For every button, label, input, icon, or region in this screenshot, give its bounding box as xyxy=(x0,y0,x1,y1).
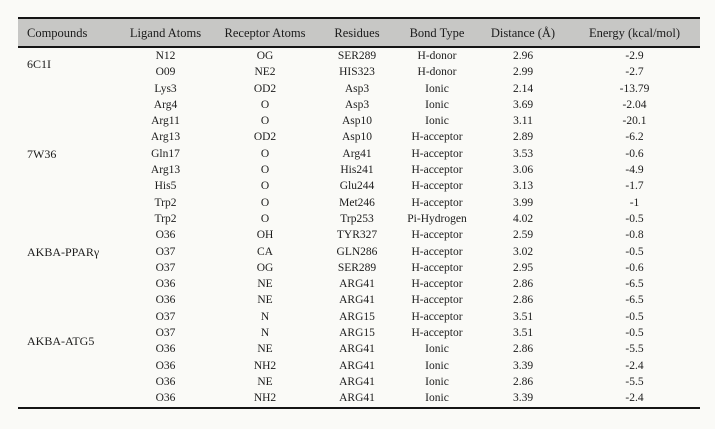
compound-label: 7W36 xyxy=(27,146,57,161)
cell-receptor-atom: O xyxy=(260,180,270,193)
table-row xyxy=(18,113,700,129)
cell-distance: 3.06 xyxy=(512,164,534,177)
cell-receptor-atom: O xyxy=(260,98,270,111)
cell-receptor-atom: OH xyxy=(256,229,274,242)
cell-bond-type: H-acceptor xyxy=(411,278,463,291)
cell-receptor-atom: O xyxy=(260,115,270,128)
cell-receptor-atom: OG xyxy=(256,261,274,274)
cell-residue: ARG41 xyxy=(339,392,375,405)
cell-receptor-atom: O xyxy=(260,164,270,177)
cell-receptor-atom: O xyxy=(260,196,270,209)
cell-distance: 3.99 xyxy=(512,196,534,209)
cell-receptor-atom: NE xyxy=(257,343,273,356)
cell-bond-type: H-acceptor xyxy=(411,261,463,274)
cell-receptor-atom: CA xyxy=(257,245,273,258)
cell-energy: -0.6 xyxy=(625,261,644,274)
cell-residue: ARG41 xyxy=(339,278,375,291)
cell-ligand-atom: O37 xyxy=(155,245,176,258)
table-row xyxy=(18,390,700,407)
cell-receptor-atom: OD2 xyxy=(253,131,277,144)
column-header-compounds: Compounds xyxy=(18,18,118,47)
cell-energy: -20.1 xyxy=(622,115,647,128)
cell-distance: 2.86 xyxy=(512,294,534,307)
cell-distance: 3.69 xyxy=(512,98,534,111)
column-header-bond-type: Bond Type xyxy=(397,18,477,47)
table-row xyxy=(18,276,700,292)
cell-residue: ARG15 xyxy=(339,327,375,340)
cell-distance: 3.53 xyxy=(512,147,534,160)
cell-bond-type: Ionic xyxy=(425,82,449,95)
table-row xyxy=(18,211,700,227)
table-row xyxy=(18,341,700,357)
table-row xyxy=(18,227,700,243)
cell-distance: 3.51 xyxy=(512,327,534,340)
cell-receptor-atom: N xyxy=(260,310,270,323)
cell-residue: GLN286 xyxy=(336,245,378,258)
cell-distance: 2.89 xyxy=(512,131,534,144)
cell-ligand-atom: Trp2 xyxy=(154,212,177,225)
cell-bond-type: Ionic xyxy=(425,375,449,388)
cell-bond-type: Ionic xyxy=(425,359,449,372)
cell-bond-type: H-donor xyxy=(417,50,457,62)
cell-ligand-atom: Arg13 xyxy=(150,131,181,144)
cell-ligand-atom: O36 xyxy=(155,343,176,356)
cell-receptor-atom: NH2 xyxy=(253,392,277,405)
table-row xyxy=(18,81,700,97)
cell-receptor-atom: N xyxy=(260,327,270,340)
cell-receptor-atom: NE xyxy=(257,375,273,388)
cell-ligand-atom: O36 xyxy=(155,278,176,291)
cell-distance: 2.86 xyxy=(512,343,534,356)
cell-ligand-atom: O36 xyxy=(155,359,176,372)
column-header-residues: Residues xyxy=(317,18,397,47)
cell-bond-type: Ionic xyxy=(425,343,449,356)
cell-distance: 2.99 xyxy=(512,66,534,79)
cell-residue: His241 xyxy=(340,164,374,177)
cell-energy: -5.5 xyxy=(625,343,644,356)
cell-energy: -4.9 xyxy=(625,164,644,177)
cell-bond-type: H-acceptor xyxy=(411,310,463,323)
cell-distance: 3.51 xyxy=(512,310,534,323)
table-row xyxy=(18,260,700,276)
cell-residue: Asp3 xyxy=(344,98,370,111)
table-row xyxy=(18,244,700,260)
table-body xyxy=(18,47,700,408)
cell-receptor-atom: NE2 xyxy=(254,66,276,79)
cell-residue: Arg41 xyxy=(342,147,372,160)
cell-bond-type: H-donor xyxy=(417,66,457,79)
cell-bond-type: H-acceptor xyxy=(411,147,463,160)
cell-ligand-atom: O36 xyxy=(155,375,176,388)
table-row xyxy=(18,358,700,374)
cell-energy: -0.5 xyxy=(625,245,644,258)
cell-distance: 3.02 xyxy=(512,245,534,258)
cell-residue: Met246 xyxy=(339,196,375,209)
cell-residue: ARG41 xyxy=(339,294,375,307)
table-header xyxy=(18,18,700,47)
cell-energy: -2.7 xyxy=(625,66,644,79)
cell-distance: 3.39 xyxy=(512,359,534,372)
cell-receptor-atom: OD2 xyxy=(253,82,277,95)
cell-ligand-atom: His5 xyxy=(154,180,177,193)
table-row xyxy=(18,162,700,178)
cell-residue: SER289 xyxy=(337,50,377,62)
cell-residue: ARG41 xyxy=(339,359,375,372)
cell-energy: -0.5 xyxy=(625,327,644,340)
cell-ligand-atom: Arg11 xyxy=(151,115,180,128)
cell-residue: ARG41 xyxy=(339,343,375,356)
cell-residue: SER289 xyxy=(337,261,377,274)
cell-bond-type: H-acceptor xyxy=(411,327,463,340)
cell-ligand-atom: Lys3 xyxy=(154,82,177,95)
table-row xyxy=(18,47,700,64)
cell-bond-type: H-acceptor xyxy=(411,180,463,193)
cell-energy: -6.5 xyxy=(625,278,644,291)
cell-receptor-atom: O xyxy=(260,147,270,160)
cell-bond-type: Ionic xyxy=(425,115,449,128)
cell-ligand-atom: O37 xyxy=(155,310,176,323)
cell-residue: ARG15 xyxy=(339,310,375,323)
cell-energy: -13.79 xyxy=(619,82,650,95)
compound-label: AKBA-PPARγ xyxy=(27,244,100,259)
cell-distance: 2.86 xyxy=(512,375,534,388)
column-header-receptor-atoms: Receptor Atoms xyxy=(213,18,317,47)
cell-ligand-atom: Gln17 xyxy=(151,147,180,160)
table-row xyxy=(18,374,700,390)
cell-ligand-atom: O37 xyxy=(155,261,176,274)
cell-receptor-atom: NE xyxy=(257,294,273,307)
table-row xyxy=(18,97,700,113)
table-row xyxy=(18,64,700,80)
column-header-ligand-atoms: Ligand Atoms xyxy=(118,18,213,47)
cell-energy: -0.8 xyxy=(625,229,644,242)
cell-distance: 2.14 xyxy=(512,82,534,95)
cell-ligand-atom: Arg4 xyxy=(153,98,178,111)
cell-ligand-atom: O09 xyxy=(155,66,176,79)
cell-receptor-atom: O xyxy=(260,212,270,225)
cell-energy: -1 xyxy=(629,196,640,209)
table-row xyxy=(18,129,700,145)
cell-bond-type: H-acceptor xyxy=(411,229,463,242)
compound-label: AKBA-ATG5 xyxy=(27,334,95,349)
cell-ligand-atom: Arg13 xyxy=(150,164,181,177)
cell-receptor-atom: NH2 xyxy=(253,359,277,372)
column-header-distance: Distance (Å) xyxy=(477,18,569,47)
compound-label: 6C1I xyxy=(27,57,51,72)
cell-energy: -2.4 xyxy=(625,359,644,372)
cell-receptor-atom: OG xyxy=(256,50,274,62)
cell-ligand-atom: O36 xyxy=(155,392,176,405)
table-row xyxy=(18,178,700,194)
cell-residue: Asp10 xyxy=(341,131,373,144)
cell-energy: -1.7 xyxy=(625,180,644,193)
cell-bond-type: Pi-Hydrogen xyxy=(407,212,467,225)
cell-energy: -0.6 xyxy=(625,147,644,160)
table-row xyxy=(18,292,700,308)
column-header-energy: Energy (kcal/mol) xyxy=(569,18,700,47)
table-row xyxy=(18,195,700,211)
cell-distance: 2.59 xyxy=(512,229,534,242)
cell-bond-type: H-acceptor xyxy=(411,294,463,307)
cell-bond-type: H-acceptor xyxy=(411,164,463,177)
cell-ligand-atom: O37 xyxy=(155,327,176,340)
cell-residue: Asp3 xyxy=(344,82,370,95)
cell-bond-type: H-acceptor xyxy=(411,245,463,258)
cell-bond-type: H-acceptor xyxy=(411,196,463,209)
header-row xyxy=(18,18,700,47)
cell-ligand-atom: N12 xyxy=(155,50,176,62)
cell-bond-type: Ionic xyxy=(425,392,449,405)
cell-energy: -0.5 xyxy=(625,310,644,323)
cell-energy: -5.5 xyxy=(625,375,644,388)
cell-residue: HIS323 xyxy=(339,66,375,79)
cell-distance: 3.11 xyxy=(513,115,533,128)
cell-residue: ARG41 xyxy=(339,375,375,388)
cell-bond-type: Ionic xyxy=(425,98,449,111)
cell-energy: -6.5 xyxy=(625,294,644,307)
cell-distance: 2.96 xyxy=(512,50,534,62)
cell-distance: 3.13 xyxy=(512,180,534,193)
table-row xyxy=(18,309,700,325)
docking-results-table xyxy=(18,17,700,409)
cell-energy: -2.04 xyxy=(622,98,647,111)
cell-energy: -2.4 xyxy=(625,392,644,405)
cell-residue: Glu244 xyxy=(339,180,375,193)
cell-ligand-atom: Trp2 xyxy=(154,196,177,209)
cell-distance: 2.86 xyxy=(512,278,534,291)
cell-receptor-atom: NE xyxy=(257,278,273,291)
cell-energy: -2.9 xyxy=(625,50,644,62)
table-row xyxy=(18,146,700,162)
cell-residue: TYR327 xyxy=(336,229,378,242)
cell-ligand-atom: O36 xyxy=(155,229,176,242)
cell-distance: 2.95 xyxy=(512,261,534,274)
cell-bond-type: H-acceptor xyxy=(411,131,463,144)
cell-ligand-atom: O36 xyxy=(155,294,176,307)
table-row xyxy=(18,325,700,341)
cell-distance: 4.02 xyxy=(512,212,534,225)
cell-residue: Asp10 xyxy=(341,115,373,128)
cell-distance: 3.39 xyxy=(512,392,534,405)
cell-energy: -0.5 xyxy=(625,212,644,225)
cell-residue: Trp253 xyxy=(340,212,374,225)
cell-energy: -6.2 xyxy=(625,131,644,144)
